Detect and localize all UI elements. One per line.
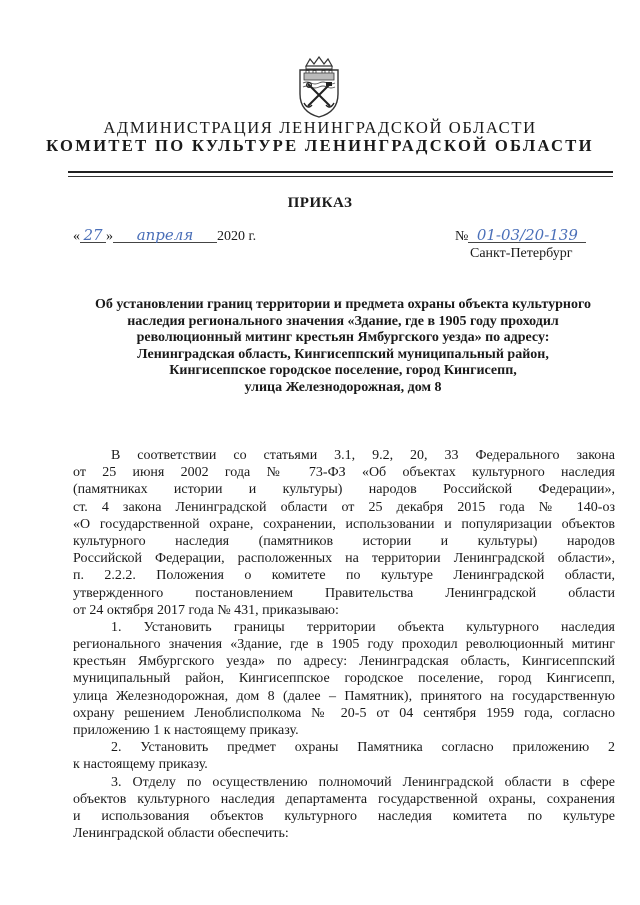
body-line: 3. Отделу по осуществлению полномочий Ленинградской области в сфере xyxy=(111,774,615,790)
body-line: В соответствии со статьями 3.1, 9.2, 20, 33 Федерального закона xyxy=(111,448,615,463)
body-line: приложению 1 к настоящему приказу. xyxy=(73,723,299,738)
body-line: Ленинградской области обеспечить: xyxy=(73,826,289,842)
body-line: 1. Установить границы территории объекта культурного наследия xyxy=(111,619,615,635)
body-line: муниципальный район, Кингисеппское городское поселение, город Кингисепп, xyxy=(73,671,615,687)
issue-city: Санкт-Петербург xyxy=(470,246,573,261)
date-month: апреля xyxy=(113,228,217,243)
committee-name: КОМИТЕТ ПО КУЛЬТУРЕ ЛЕНИНГРАДСКОЙ ОБЛАСТИ xyxy=(46,136,594,155)
body-line: 2. Установить предмет охраны Памятника согласно приложению 2 xyxy=(111,740,615,756)
body-line: крестьян Ямбургского уезда» по адресу: Ленинградская область, Кингисеппский xyxy=(73,654,615,670)
organization-name: АДМИНИСТРАЦИЯ ЛЕНИНГРАДСКОЙ ОБЛАСТИ xyxy=(103,118,537,137)
subject-line: улица Железнодорожная, дом 8 xyxy=(244,379,442,395)
order-body xyxy=(73,447,615,842)
header-divider-thin xyxy=(68,176,613,177)
number-sign: № xyxy=(455,229,469,244)
document-number xyxy=(455,228,586,245)
body-line: «О государственной охране, сохранении, использовании и популяризации объектов xyxy=(73,516,615,532)
header-divider-thick xyxy=(68,171,613,173)
order-subject xyxy=(73,297,613,397)
document-date: « 27 » апреля 2020 г. xyxy=(73,226,257,244)
body-line: объектов культурного наследия департамента государственной охраны, сохранения xyxy=(73,791,615,807)
body-line: улица Железнодорожная, дом 8 (далее – Памятник), принятого на государственную xyxy=(73,688,615,704)
date-year: 2020 г. xyxy=(217,229,257,244)
body-line: и использования объектов культурного наследия комитета по культуре xyxy=(73,808,615,824)
body-line: от 25 июня 2002 года № 73-ФЗ «Об объектах культурного наследия xyxy=(73,465,615,481)
subject-line: Об установлении границ территории и предмета охраны объекта культурного xyxy=(95,297,591,312)
document-type: ПРИКАЗ xyxy=(287,195,353,211)
body-line: Российской Федерации, расположенных на территории Ленинградской области», xyxy=(73,551,615,567)
body-line: утвержденного постановлением Правительства Ленинградской области xyxy=(73,585,615,601)
number-value: 01-03/20-139 xyxy=(468,228,586,243)
subject-line: Ленинградская область, Кингисеппский муниципальный район, xyxy=(137,346,549,362)
body-line: п. 2.2.2. Положения о комитете по культуре Ленинградской области, xyxy=(73,568,615,584)
subject-line: наследия регионального значения «Здание, где в 1905 году проходил xyxy=(127,313,559,329)
body-line: ст. 4 закона Ленинградской области от 25 декабря 2015 года № 140-оз xyxy=(73,499,615,515)
body-line: (памятниках истории и культуры) народов Российской Федерации», xyxy=(73,482,615,498)
body-line: к настоящему приказу. xyxy=(73,757,208,773)
body-line: регионального значения «Здание, где в 1905 году проходил революционный митинг xyxy=(73,637,615,653)
body-line: от 24 октября 2017 года № 431, приказываю: xyxy=(73,602,339,618)
subject-line: Кингисеппское городское поселение, город Кингисепп, xyxy=(169,363,517,379)
date-day: 27 xyxy=(80,228,106,243)
coat-of-arms-icon xyxy=(296,56,342,118)
body-line: охрану решением Леноблисполкома № 20-5 от 04 сентября 1959 года, согласно xyxy=(73,705,615,721)
subject-line: революционный митинг крестьян Ямбургского уезда» по адресу: xyxy=(136,330,550,346)
body-line: культурного наследия (памятников истории и культуры) народов xyxy=(73,533,615,549)
